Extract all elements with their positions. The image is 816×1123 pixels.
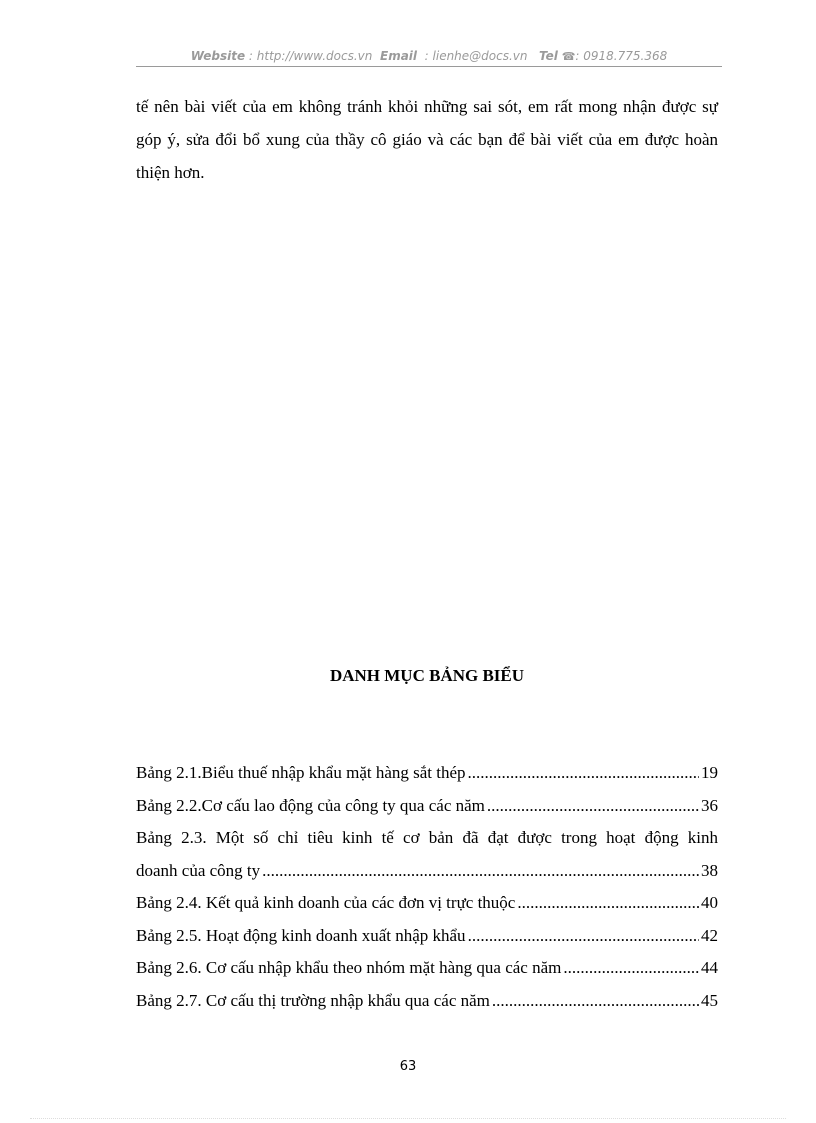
phone-icon: ☎ [561, 50, 576, 63]
toc-item [136, 887, 718, 920]
dot-leader [262, 855, 699, 888]
dot-leader [468, 757, 699, 790]
toc-item-label-line1: Bảng 2.3. Một số chỉ tiêu kinh tế cơ bản đã đạt được trong hoạt động kinh [136, 828, 718, 847]
toc-item-label: Bảng 2.5. Hoạt động kinh doanh xuất nhập khẩu [136, 925, 466, 945]
toc-item-page: 44 [701, 958, 718, 977]
dot-leader [563, 952, 699, 985]
toc-item-label: Bảng 2.4. Kết quả kinh doanh của các đơn vị trực thuộc [136, 893, 516, 912]
table-list [136, 757, 718, 1017]
toc-item [136, 985, 718, 1018]
toc-item-line2 [136, 855, 718, 888]
toc-item-label: Bảng 2.1.Biểu thuế nhập khẩu mặt hàng sắt thép [136, 763, 466, 782]
toc-item-page: 42 [701, 925, 718, 945]
body-paragraph: tế nên bài viết của em không tránh khỏi những sai sót, em rất mong nhận được sự góp ý, sửa đổi bổ xung của thầy cô giáo và các bạn để bài viết của em được hoàn thiện hơn. [136, 97, 718, 182]
section-title: DANH MỤC BẢNG BIỂU [329, 666, 525, 685]
toc-item-page: 36 [701, 795, 718, 815]
page-number: 63 [399, 1059, 417, 1074]
website-label: Website [190, 49, 246, 63]
email-value: : lienhe@docs.vn [424, 49, 528, 63]
toc-item-label: Bảng 2.2.Cơ cấu lao động của công ty qua các năm [136, 795, 485, 815]
tel-label: Tel [538, 49, 558, 63]
website-value: : http://www.docs.vn [248, 49, 373, 63]
toc-item [136, 790, 718, 823]
dot-leader [468, 920, 699, 953]
tel-value: : 0918.775.368 [575, 49, 668, 63]
toc-item [136, 952, 718, 985]
toc-item-page: 40 [701, 893, 718, 912]
page-header [136, 48, 722, 67]
toc-item-page: 38 [701, 860, 718, 880]
dot-leader [487, 790, 699, 823]
dot-leader [492, 985, 699, 1018]
footer-divider [30, 1118, 786, 1119]
toc-item [136, 822, 718, 887]
email-label: Email [380, 49, 418, 63]
toc-item [136, 757, 718, 790]
toc-item-page: 19 [701, 763, 718, 782]
toc-item-label: Bảng 2.7. Cơ cấu thị trường nhập khẩu qua các năm [136, 990, 490, 1010]
toc-item [136, 920, 718, 953]
toc-item-label: Bảng 2.6. Cơ cấu nhập khẩu theo nhóm mặt hàng qua các năm [136, 958, 562, 977]
dot-leader [517, 887, 699, 920]
toc-item-label-line2: doanh của công ty [136, 860, 261, 880]
toc-item-page: 45 [701, 990, 718, 1010]
